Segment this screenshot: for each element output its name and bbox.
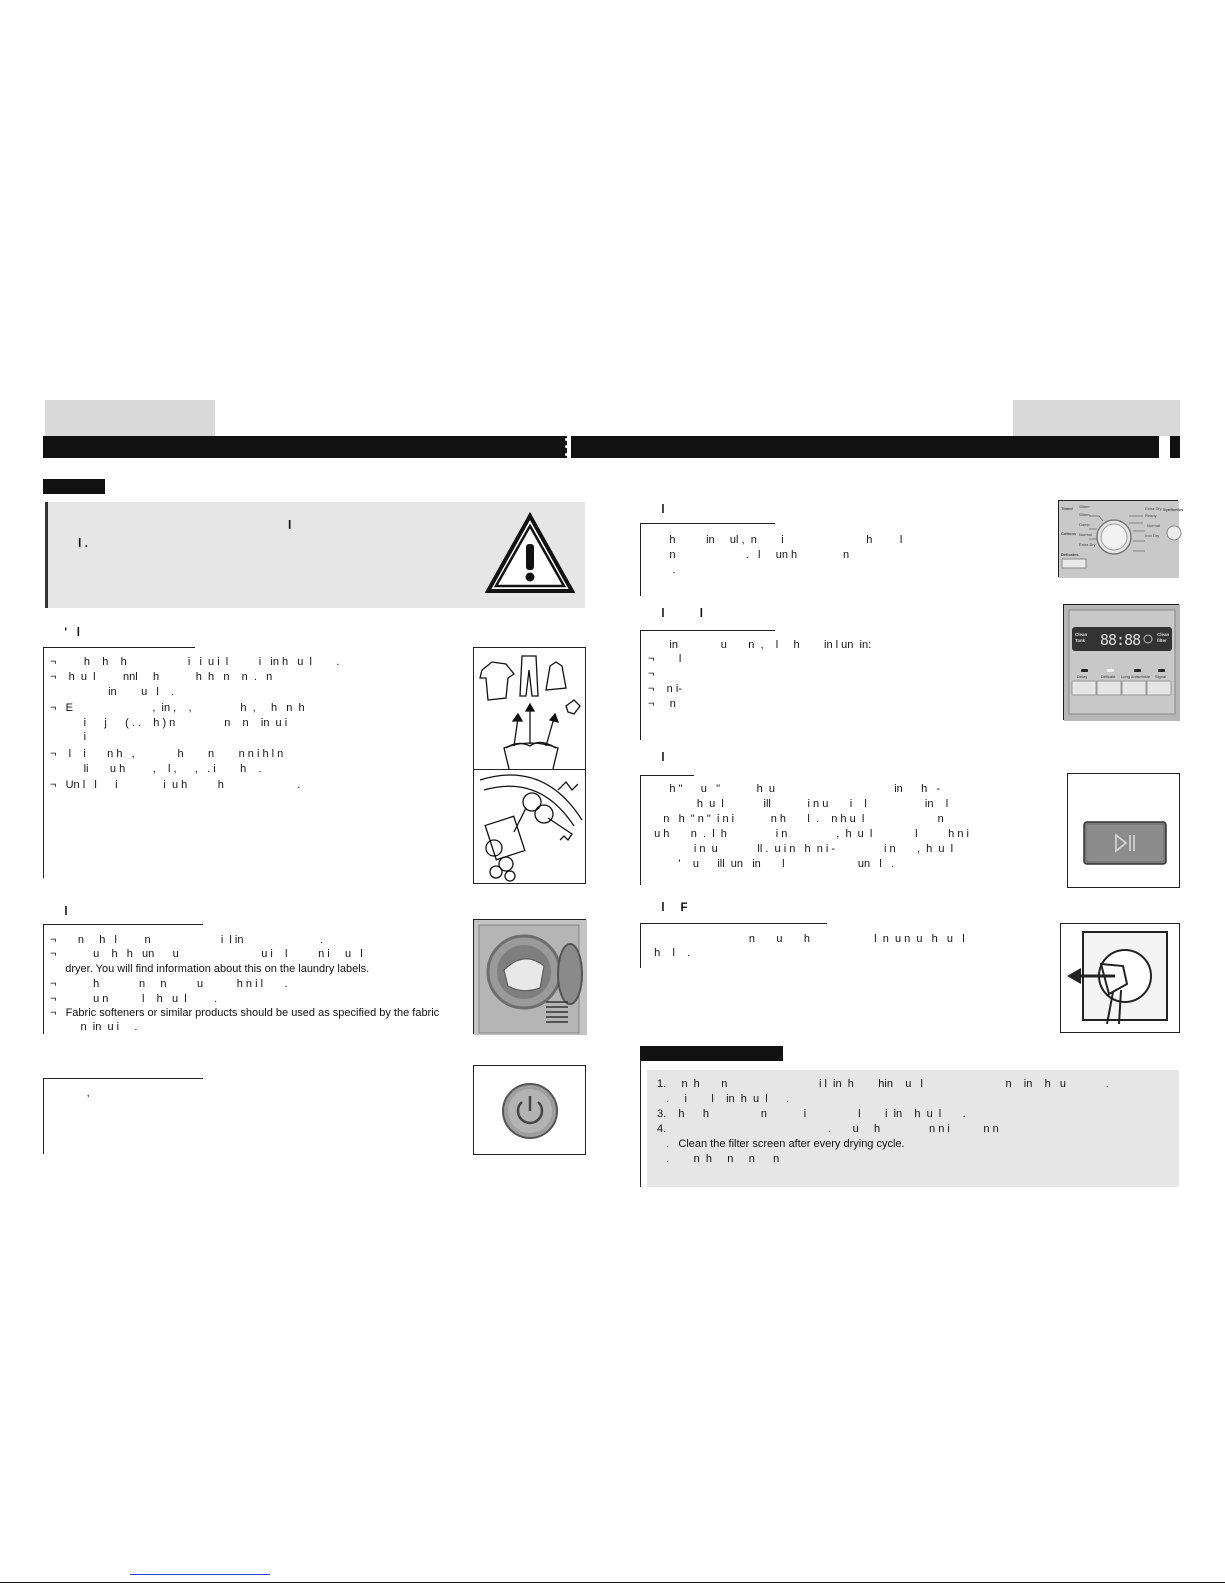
footer-line — [0, 1582, 1225, 1583]
tips-line: . i l in h u l . — [657, 1093, 790, 1105]
sorting-bullet: ¬ h u l nnl h h h n n . n — [50, 671, 273, 683]
loading-bullet: ¬ Fabric softeners or similar products should be used as specified by the fabric — [50, 1007, 440, 1019]
loading-bullet: dryer. You will find information about this on the laundry labels. — [50, 963, 370, 975]
tips-vline — [640, 1061, 641, 1187]
warning-line-2: l . — [78, 536, 89, 550]
start-vline — [640, 775, 641, 885]
programme-line: . — [648, 564, 676, 576]
footer-link-underline[interactable] — [130, 1574, 270, 1575]
options-panel-image — [1063, 604, 1179, 720]
warning-triangle-icon — [486, 514, 574, 594]
sorting-title: ' l — [58, 627, 80, 639]
tips-line: 1. n h n i l in h hin u l n in h u . — [657, 1078, 1109, 1090]
programme-title: l — [655, 504, 665, 516]
loading-vline — [43, 924, 44, 1034]
panel1-delicates-label: Delicates — [1061, 552, 1079, 557]
start-line: ' u ill un in l un l . — [648, 858, 895, 870]
tips-label — [640, 1046, 783, 1061]
tips-line: 4. . u h n n i n n — [657, 1123, 999, 1135]
panel1-right-normal: Normal — [1147, 523, 1160, 528]
programme-dial-image — [1058, 500, 1184, 577]
programme-line: n . l un h n — [648, 549, 850, 561]
sorting-bullet: li u h , l , , . i h . — [50, 763, 262, 775]
switch-on-text: , — [50, 1087, 90, 1099]
loading-bullet: ¬ n h l n i l in . — [50, 934, 323, 946]
warning-label — [43, 479, 105, 494]
panel1-warm2-label: Warm — [1079, 512, 1090, 517]
start-line: h " u " h u in h - — [648, 783, 941, 795]
switch-on-vline — [43, 1078, 44, 1154]
sorting-bullet: ¬ E , in , , h , h n h — [50, 702, 305, 714]
warning-box — [45, 502, 585, 608]
tips-line: 3. h h n i l i in h u l . — [657, 1108, 966, 1120]
panel1-damp-label: Damp — [1079, 522, 1090, 527]
loading-title: l — [58, 906, 68, 918]
power-button-image — [473, 1065, 586, 1155]
start-line: n h " n " i n i n h l . n h u l n — [648, 813, 944, 825]
start-pause-image — [1067, 773, 1180, 888]
panel2-clean-filter-2: filter — [1157, 638, 1167, 643]
loading-bullet: ¬ h n n u h n i l . — [50, 978, 288, 990]
sorting-bullet: ¬ Un l l i i u h h . — [50, 779, 301, 791]
panel1-right-synthetics: Synthetics — [1163, 507, 1184, 512]
programme-vline — [640, 523, 641, 596]
panel2-clean-tank-2: Tank — [1075, 638, 1086, 643]
warning-line-1: l — [288, 518, 292, 532]
programme-line: h in ul , n i h l — [648, 534, 903, 546]
options-title: l l — [655, 608, 703, 620]
options-line: ¬ l — [648, 653, 682, 665]
pocket-items-image — [473, 769, 586, 884]
panel2-long-antiwrinkle: Long Antiwrinkle — [1121, 674, 1151, 679]
end-rule — [640, 923, 827, 924]
right-header-tab — [1013, 400, 1180, 436]
start-line: h u l ill i n u i l in l — [648, 798, 949, 810]
loading-bullet: ¬ u h h un u u i l n i u l — [50, 948, 363, 960]
laundry-sorting-image — [473, 647, 586, 779]
panel2-signal: Signal — [1155, 674, 1167, 679]
sorting-vline — [43, 647, 44, 878]
panel1-warm-label: Warm — [1079, 504, 1090, 509]
panel1-right-extradry: Extra Dry — [1145, 506, 1162, 511]
switch-on-rule — [43, 1078, 203, 1079]
panel1-extradry-label: Extra Dry — [1079, 542, 1096, 547]
panel2-clean-filter-1: Clean — [1157, 632, 1170, 637]
programme-rule — [640, 523, 775, 524]
panel2-display: 88:88 — [1100, 631, 1141, 649]
panel1-cottons-label: Cottons — [1061, 531, 1077, 536]
end-title: l F — [655, 902, 688, 914]
right-bar-dots — [1162, 436, 1168, 458]
left-bar-dots — [563, 436, 569, 458]
sorting-bullet: i — [50, 731, 87, 743]
end-line: n u h l n u n u h u l — [648, 933, 965, 945]
loading-bullet: n in u i . — [50, 1021, 138, 1033]
start-title: l — [655, 752, 665, 764]
dryer-loading-image — [473, 919, 586, 1034]
options-rule — [640, 630, 775, 631]
unplug-image — [1060, 923, 1180, 1033]
panel2-delay: Delay — [1077, 674, 1088, 679]
sorting-bullet: ¬ l i n h , h n n n i h l n — [50, 748, 284, 760]
right-header-bar-end — [1170, 436, 1180, 458]
panel2-delicate: Delicate — [1101, 674, 1116, 679]
panel1-normal-label: Normal — [1079, 532, 1092, 537]
loading-bullet: ¬ u n l h u l . — [50, 993, 218, 1005]
start-rule — [640, 775, 694, 776]
end-line: h l . — [648, 947, 691, 959]
panel1-timed-label: Timed — [1061, 506, 1073, 511]
panel1-right-irondry: Iron Dry — [1145, 533, 1160, 538]
tips-line: . n h n n n — [657, 1153, 780, 1165]
tips-panel — [647, 1070, 1179, 1187]
options-line: ¬ n — [648, 698, 676, 710]
left-header-tab — [45, 400, 215, 436]
right-header-bar — [571, 436, 1159, 458]
left-header-bar — [43, 436, 567, 458]
sorting-rule — [43, 647, 195, 648]
loading-rule — [43, 924, 203, 925]
options-line: ¬ n i- — [648, 683, 682, 695]
options-line: ¬ — [648, 668, 655, 680]
sorting-bullet: ¬ h h h i i u i l i in h u l . — [50, 656, 340, 668]
tips-line: . Clean the filter screen after every drying cycle. — [657, 1138, 905, 1150]
panel2-clean-tank-1: Clean — [1075, 632, 1088, 637]
end-vline — [640, 923, 641, 968]
panel1-right-ready: Ready — [1145, 513, 1157, 518]
options-vline — [640, 630, 641, 740]
sorting-bullet: i j ( . . h ) n n n in u i — [50, 717, 288, 729]
sorting-bullet: in u l . — [50, 686, 175, 698]
start-line: u h n . l h i n , h u l l h n i — [648, 828, 969, 840]
start-line: i n u ll . u i n h n i - i n , h u l — [648, 843, 954, 855]
options-line: in u n , l h in l un in: — [648, 639, 872, 651]
